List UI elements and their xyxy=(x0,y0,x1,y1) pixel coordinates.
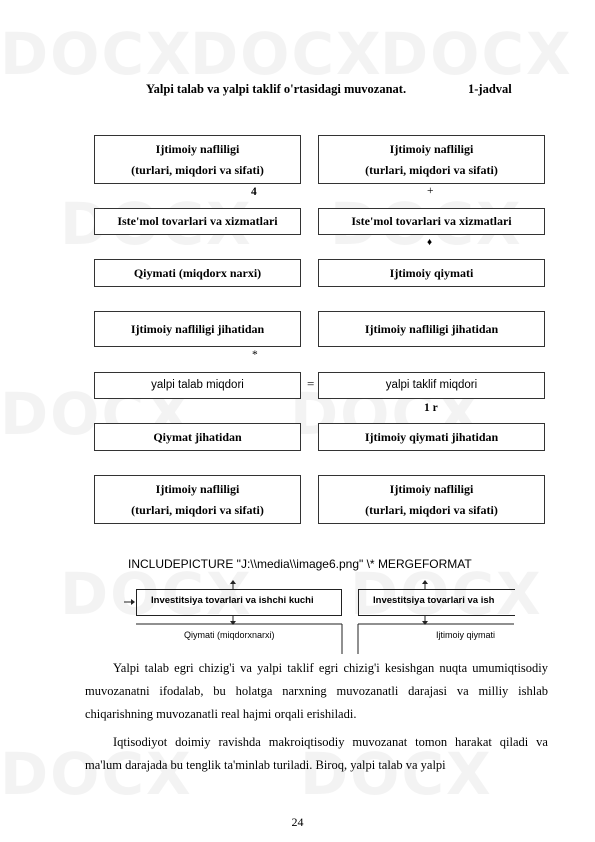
right-box-usefulness-line2: (turlari, miqdori va sifati) xyxy=(365,162,498,177)
left-box-consumer-goods-label: Iste'mol tovarlari va xizmatlari xyxy=(117,214,278,228)
right-box-consumer-goods-label: Iste'mol tovarlari va xizmatlari xyxy=(351,214,512,228)
right-box-consumer-goods xyxy=(318,208,545,235)
left-box-usefulness-bottom-line2: (turlari, miqdori va sifati) xyxy=(131,502,264,517)
left-box-value xyxy=(94,259,301,287)
mark-diamond: ♦ xyxy=(427,237,433,248)
watermark xyxy=(190,20,383,88)
left-box-aggregate-demand xyxy=(94,372,301,399)
mark-four: 4 xyxy=(251,186,257,198)
right-box-social-value-aspect-label: Ijtimoiy qiymati jihatidan xyxy=(364,429,499,444)
embedded-left-bottom-label: Qiymati (miqdorxnarxi) xyxy=(184,630,275,640)
include-picture-field: INCLUDEPICTURE "J:\\media\\image6.png" \* MERGEFORMAT xyxy=(128,557,472,571)
right-box-usefulness-bottom-line2: (turlari, miqdori va sifati) xyxy=(365,502,498,517)
mark-asterisk: * xyxy=(252,349,258,361)
left-box-usefulness-bottom-line1: Ijtimoiy nafliligi xyxy=(155,481,240,496)
right-box-social-value-aspect xyxy=(318,423,545,451)
embedded-right-bottom-label: Ijtimoiy qiymati xyxy=(436,630,496,640)
right-box-aggregate-supply-label: yalpi taklif miqdori xyxy=(385,379,478,391)
right-box-usefulness-line1: Ijtimoiy nafliligi xyxy=(389,141,474,156)
body-paragraph-1-text: Yalpi talab egri chizig'i va yalpi taklif egri chizig'i kesishgan nuqta umumiqtisodiy muvozanatni ifodalab, bu holatga narxning muvozanatli darajasi va milliy ishlab chiqarishning muvozanatli real hajmi orqali erishiladi. xyxy=(85,661,548,721)
right-box-aggregate-supply xyxy=(318,372,545,399)
embedded-diagram-image xyxy=(122,578,517,654)
right-box-usefulness-aspect-label: Ijtimoiy nafliligi jihatidan xyxy=(364,321,499,336)
left-box-usefulness-bottom xyxy=(94,475,301,524)
left-box-usefulness-aspect xyxy=(94,311,301,347)
right-box-usefulness-aspect xyxy=(318,311,545,347)
table-label: 1-jadval xyxy=(468,82,512,96)
left-box-value-aspect-label: Qiymat jihatidan xyxy=(153,429,242,444)
left-box-consumer-goods xyxy=(94,208,301,235)
left-box-usefulness-line2: (turlari, miqdori va sifati) xyxy=(131,162,264,177)
watermark xyxy=(0,20,193,88)
body-paragraph-1 xyxy=(85,657,548,726)
left-box-value-label: Qiymati (miqdorx narxi) xyxy=(133,265,262,280)
mark-one-r: 1 r xyxy=(424,402,438,414)
equals-sign: = xyxy=(307,376,315,391)
right-box-social-value-label: Ijtimoiy qiymati xyxy=(389,265,474,280)
body-paragraph-2-text: Iqtisodiyot doimiy ravishda makroiqtisodiy muvozanat tomon harakat qiladi va ma'lum darajada bu tenglik ta'minlab turiladi. Biroq, yalpi talab va yalpi xyxy=(85,735,548,772)
left-box-usefulness-line1: Ijtimoiy nafliligi xyxy=(155,141,240,156)
embedded-right-top-label: Investitsiya tovarlari va ish xyxy=(373,595,495,606)
page-title xyxy=(146,82,512,97)
left-box-aggregate-demand-label: yalpi talab miqdori xyxy=(151,379,244,391)
body-paragraph-2 xyxy=(85,731,548,777)
right-box-social-value xyxy=(318,259,545,287)
right-box-usefulness-bottom-line1: Ijtimoiy nafliligi xyxy=(389,481,474,496)
left-box-value-aspect xyxy=(94,423,301,451)
embedded-left-top-box xyxy=(136,589,342,616)
mark-plus: + xyxy=(427,185,434,197)
page-number: 24 xyxy=(291,815,304,829)
left-box-usefulness-aspect-label: Ijtimoiy nafliligi jihatidan xyxy=(130,321,265,336)
right-box-usefulness-bottom xyxy=(318,475,545,524)
right-box-usefulness xyxy=(318,135,545,184)
title-text: Yalpi talab va yalpi taklif o'rtasidagi muvozanat. xyxy=(146,82,407,96)
embedded-right-top-box xyxy=(358,589,515,616)
watermark xyxy=(380,20,573,88)
embedded-left-top-label: Investitsiya tovarlari va ishchi kuchi xyxy=(151,595,314,606)
left-box-usefulness xyxy=(94,135,301,184)
